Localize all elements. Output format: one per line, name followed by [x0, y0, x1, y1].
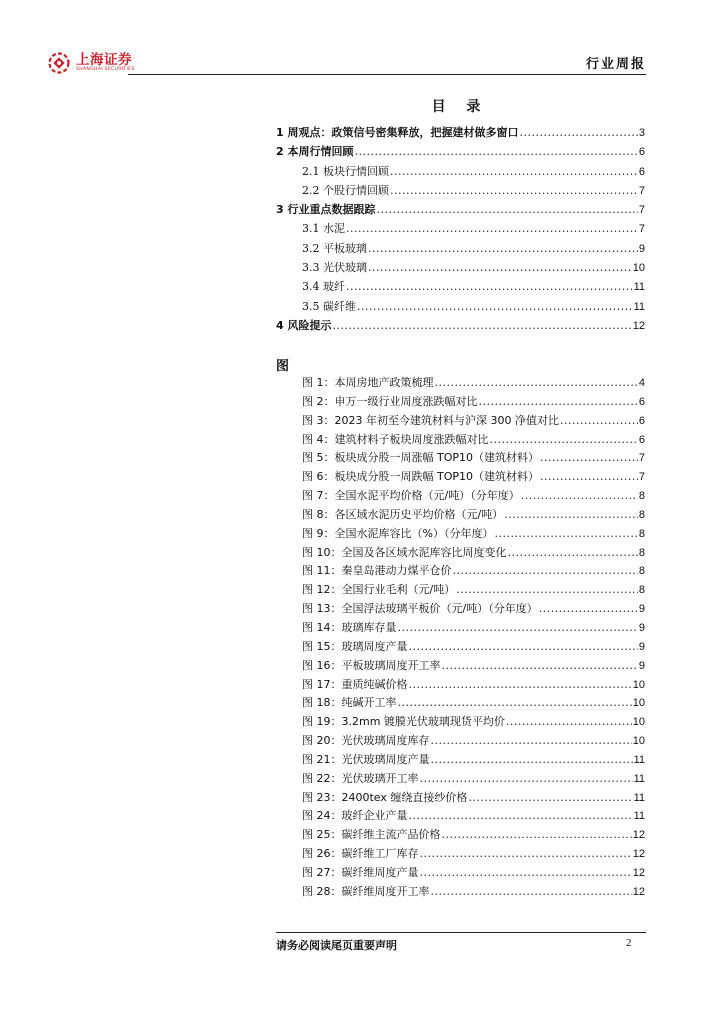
- figure-leader-dots: [540, 470, 638, 483]
- toc-entry-label: 3 行业重点数据跟踪: [276, 203, 376, 217]
- toc-entry[interactable]: [276, 240, 645, 259]
- figure-entry-page: 10: [632, 678, 645, 691]
- figure-leader-dots: [409, 809, 633, 822]
- figure-entry[interactable]: [276, 845, 645, 864]
- figure-leader-dots: [506, 715, 632, 728]
- figure-entry-page: 7: [638, 452, 645, 465]
- toc-leader-dots: [376, 203, 637, 216]
- logo-english-name: SHANGHAI SECURITIES: [76, 67, 135, 72]
- figure-leader-dots: [468, 791, 632, 804]
- figure-entry-page: 8: [638, 508, 645, 521]
- figure-entry-page: 8: [638, 546, 645, 559]
- report-type: 行业周报: [585, 57, 646, 72]
- figure-entry[interactable]: [276, 883, 645, 902]
- figure-entry-label: 图 7：全国水泥平均价格（元/吨）（分年度）: [302, 489, 520, 503]
- figure-leader-dots: [479, 395, 638, 408]
- toc-entry-page: 10: [632, 262, 645, 275]
- figure-entry[interactable]: [276, 638, 645, 657]
- figure-entry[interactable]: [276, 468, 645, 487]
- figure-entry-label: 图 6：板块成分股一周跌幅 TOP10（建筑材料）: [302, 470, 539, 484]
- figure-entry-page: 10: [632, 716, 645, 729]
- toc-entry[interactable]: [276, 124, 645, 143]
- figure-leader-dots: [442, 659, 638, 672]
- toc-leader-dots: [357, 300, 633, 313]
- toc-entry-page: 7: [638, 184, 645, 197]
- figure-leader-dots: [409, 678, 632, 691]
- figure-entry[interactable]: [276, 676, 645, 695]
- figure-entry-page: 8: [638, 527, 645, 540]
- toc-leader-dots: [332, 319, 631, 332]
- figure-entry[interactable]: [276, 826, 645, 845]
- toc-entry-label: 3.1 水泥: [302, 222, 345, 236]
- figure-leader-dots: [435, 376, 638, 389]
- toc-entry-page: 9: [638, 242, 645, 255]
- footer-disclaimer: 请务必阅读尾页重要声明: [276, 939, 397, 952]
- toc-entry-page: 3: [638, 127, 645, 139]
- figure-entry-label: 图 21：光伏玻璃周度产量: [302, 752, 430, 766]
- toc-leader-dots: [390, 184, 638, 197]
- toc-entry[interactable]: [276, 278, 645, 297]
- toc-entry[interactable]: [276, 298, 645, 317]
- figure-entry[interactable]: [276, 562, 645, 581]
- figure-entry[interactable]: [276, 751, 645, 770]
- toc-entry-label: 2 本周行情回顾: [276, 145, 354, 159]
- table-of-contents: [276, 124, 645, 336]
- figure-leader-dots: [431, 734, 632, 747]
- figures-heading: 图: [276, 359, 290, 374]
- figure-entry-label: 图 3：2023 年初至今建筑材料与沪深 300 净值对比: [302, 413, 559, 427]
- figure-entry-page: 9: [638, 603, 645, 616]
- figure-entry-label: 图 11：秦皇岛港动力煤平仓价: [302, 564, 452, 578]
- figure-entry-page: 11: [633, 753, 645, 766]
- figure-entry-page: 11: [633, 791, 645, 804]
- figure-entry[interactable]: [276, 732, 645, 751]
- figure-leader-dots: [560, 414, 638, 427]
- company-logo: [48, 52, 135, 74]
- figure-entry[interactable]: [276, 431, 645, 450]
- figure-entry[interactable]: [276, 713, 645, 732]
- figure-leader-dots: [409, 640, 638, 653]
- figure-entry-page: 9: [638, 621, 645, 634]
- figure-entry-label: 图 14：玻璃库存量: [302, 620, 397, 634]
- toc-entry-label: 3.2 平板玻璃: [302, 241, 367, 255]
- page-number: 2: [626, 937, 632, 949]
- figure-entry-page: 8: [638, 490, 645, 503]
- figure-entry[interactable]: [276, 487, 645, 506]
- figure-leader-dots: [539, 602, 638, 615]
- toc-entry-page: 7: [638, 204, 645, 217]
- footer-divider: [276, 932, 646, 933]
- figure-entry[interactable]: [276, 544, 645, 563]
- figure-entry-page: 12: [632, 848, 645, 861]
- figure-entry-label: 图 27：碳纤维周度产量: [302, 865, 419, 879]
- toc-leader-dots: [368, 242, 638, 255]
- toc-entry-page: 6: [638, 165, 645, 178]
- toc-entry[interactable]: [276, 220, 645, 239]
- toc-entry-page: 11: [633, 300, 645, 313]
- figure-entry-label: 图 23：2400tex 缠绕直接纱价格: [302, 790, 468, 804]
- toc-entry-label: 4 风险提示: [276, 318, 332, 332]
- toc-entry[interactable]: [276, 317, 645, 336]
- figure-leader-dots: [490, 433, 638, 446]
- figure-entry[interactable]: [276, 789, 645, 808]
- toc-entry-label: 3.4 玻纤: [302, 280, 345, 294]
- figure-entry-label: 图 18：纯碱开工率: [302, 696, 397, 710]
- figure-entry-page: 6: [638, 414, 645, 427]
- toc-entry-label: 2.2 个股行情回顾: [302, 183, 389, 197]
- figure-entry[interactable]: [276, 525, 645, 544]
- figure-leader-dots: [398, 696, 632, 709]
- figure-entry-page: 11: [633, 772, 645, 785]
- figure-entry-label: 图 4：建筑材料子板块周度涨跌幅对比: [302, 432, 489, 446]
- toc-entry-label: 3.3 光伏玻璃: [302, 261, 367, 275]
- figure-entry-page: 9: [638, 659, 645, 672]
- figure-entry-page: 7: [638, 471, 645, 484]
- toc-entry-label: 3.5 碳纤维: [302, 299, 356, 313]
- figure-leader-dots: [521, 489, 638, 502]
- logo-chinese-name: 上海证券: [76, 52, 132, 68]
- figure-entry-label: 图 19：3.2mm 镀膜光伏玻璃现货平均价: [302, 715, 505, 729]
- figure-leader-dots: [420, 866, 632, 879]
- toc-entry-page: 12: [632, 319, 645, 332]
- toc-entry-label: 2.1 板块行情回顾: [302, 164, 389, 178]
- figure-leader-dots: [456, 583, 638, 596]
- figure-entry-page: 8: [638, 565, 645, 578]
- figure-entry-label: 图 17：重质纯碱价格: [302, 677, 408, 691]
- toc-entry[interactable]: [276, 201, 645, 220]
- figure-entry-label: 图 10：全国及各区域水泥库容比周度变化: [302, 545, 507, 559]
- figure-leader-dots: [420, 847, 632, 860]
- figure-entry[interactable]: [276, 657, 645, 676]
- toc-leader-dots: [346, 222, 638, 235]
- list-of-figures: [276, 374, 645, 902]
- figure-entry-label: 图 5：板块成分股一周涨幅 TOP10（建筑材料）: [302, 451, 539, 465]
- figure-entry-label: 图 16：平板玻璃周度开工率: [302, 658, 441, 672]
- figure-entry[interactable]: [276, 694, 645, 713]
- figure-entry[interactable]: [276, 374, 645, 393]
- figure-entry-label: 图 20：光伏玻璃周度库存: [302, 734, 430, 748]
- figure-entry[interactable]: [276, 449, 645, 468]
- figure-entry-label: 图 26：碳纤维工厂库存: [302, 847, 419, 861]
- figure-entry-page: 12: [632, 866, 645, 879]
- figure-entry[interactable]: [276, 393, 645, 412]
- figure-leader-dots: [504, 508, 638, 521]
- figure-entry[interactable]: [276, 619, 645, 638]
- toc-entry[interactable]: [276, 182, 645, 201]
- figure-entry-page: 12: [632, 829, 645, 842]
- figure-entry-page: 6: [638, 433, 645, 446]
- figure-entry-page: 12: [632, 885, 645, 898]
- figure-entry-label: 图 13：全国浮法玻璃平板价（元/吨）（分年度）: [302, 602, 538, 616]
- toc-entry-page: 6: [638, 146, 645, 159]
- figure-entry-page: 9: [638, 640, 645, 653]
- toc-entry-page: 11: [633, 281, 645, 294]
- toc-entry-page: 7: [638, 223, 645, 236]
- figure-entry-label: 图 22：光伏玻璃开工率: [302, 771, 419, 785]
- figure-entry[interactable]: [276, 807, 645, 826]
- figure-entry-page: 8: [638, 584, 645, 597]
- figure-entry-label: 图 25：碳纤维主流产品价格: [302, 828, 441, 842]
- figure-leader-dots: [508, 546, 638, 559]
- figure-entry[interactable]: [276, 600, 645, 619]
- figure-entry-label: 图 1：本周房地产政策梳理: [302, 376, 434, 389]
- header-divider: [128, 74, 646, 75]
- toc-entry[interactable]: [276, 163, 645, 182]
- figure-leader-dots: [420, 772, 633, 785]
- figure-entry-label: 图 8：各区域水泥历史平均价格（元/吨）: [302, 507, 504, 521]
- toc-leader-dots: [354, 145, 637, 158]
- toc-entry[interactable]: [276, 143, 645, 162]
- figure-entry-page: 11: [633, 810, 645, 823]
- toc-leader-dots: [346, 280, 633, 293]
- figure-leader-dots: [494, 527, 637, 540]
- figure-entry-label: 图 15：玻璃周度产量: [302, 639, 408, 653]
- figure-entry-page: 10: [632, 697, 645, 710]
- figure-entry[interactable]: [276, 506, 645, 525]
- toc-entry[interactable]: [276, 259, 645, 278]
- figure-entry-page: 10: [632, 735, 645, 748]
- figure-entry[interactable]: [276, 412, 645, 431]
- logo-emblem-icon: [48, 52, 70, 74]
- page-header: [48, 46, 646, 80]
- figure-entry-label: 图 24：玻纤企业产量: [302, 809, 408, 823]
- figure-entry[interactable]: [276, 581, 645, 600]
- toc-leader-dots: [368, 261, 632, 274]
- figure-leader-dots: [540, 451, 638, 464]
- toc-entry-label: 1 周观点：政策信号密集释放，把握建材做多窗口: [276, 126, 519, 139]
- figure-leader-dots: [431, 885, 632, 898]
- figure-entry-label: 图 28：碳纤维周度开工率: [302, 884, 430, 898]
- figure-entry[interactable]: [276, 770, 645, 789]
- figure-entry-label: 图 2：申万一级行业周度涨跌幅对比: [302, 394, 478, 408]
- figure-leader-dots: [442, 828, 632, 841]
- toc-leader-dots: [390, 165, 638, 178]
- figure-entry-page: 4: [638, 377, 645, 389]
- figure-entry-label: 图 9：全国水泥库容比（%）（分年度）: [302, 526, 494, 540]
- figure-entry-label: 图 12：全国行业毛利（元/吨）: [302, 583, 456, 597]
- figure-leader-dots: [453, 564, 638, 577]
- figure-entry[interactable]: [276, 864, 645, 883]
- figure-entry-page: 6: [638, 395, 645, 408]
- toc-title: 目 录: [431, 99, 489, 115]
- figure-leader-dots: [431, 753, 633, 766]
- figure-leader-dots: [398, 621, 638, 634]
- toc-leader-dots: [519, 126, 637, 139]
